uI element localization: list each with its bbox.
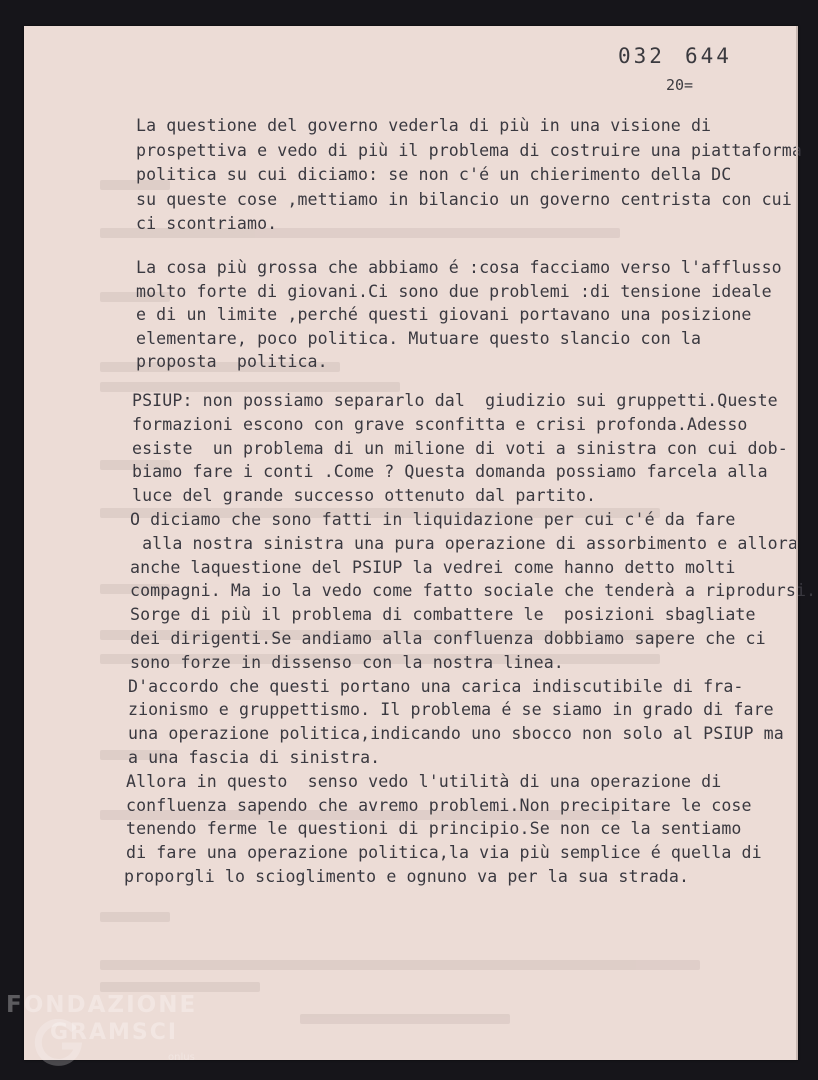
text-line: sono forze in dissenso con la nostra linea.: [130, 652, 564, 672]
text-line: O diciamo che sono fatti in liquidazione per cui c'é da fare: [130, 510, 736, 529]
text-line: su queste cose ,mettiamo in bilancio un governo centrista con cui: [136, 189, 792, 209]
text-line: elementare, poco politica. Mutuare questo slancio con la: [136, 328, 702, 348]
text-line: esiste un problema di un milione di voti a sinistra con cui dob-: [132, 438, 788, 458]
text-line: zionismo e gruppettismo. Il problema é se siamo in grado di fare: [128, 700, 774, 720]
text-line: una operazione politica,indicando uno sbocco non solo al PSIUP ma: [128, 724, 784, 744]
text-line: D'accordo che questi portano una carica indiscutibile di fra-: [128, 676, 744, 696]
text-line: La questione del governo vederla di più in una visione di: [136, 116, 712, 135]
text-line: tenendo ferme le questioni di principio.Se non ce la sentiamo: [126, 819, 742, 839]
text-line: formazioni escono con grave sconfitta e crisi profonda.Adesso: [132, 414, 748, 434]
text-line: anche laquestione del PSIUP la vedrei come hanno detto molti: [130, 557, 736, 577]
fondazione-gramsci-watermark: [4, 992, 204, 1072]
text-line: a una fascia di sinistra.: [128, 748, 381, 767]
watermark-line-2: GRAMSCI: [50, 1020, 179, 1045]
text-line: dei dirigenti.Se andiamo alla confluenza dobbiamo sapere che ci: [130, 629, 766, 648]
page-number: 20=: [666, 76, 694, 94]
text-line: confluenza sapendo che avremo problemi.Non precipitare le cose: [126, 795, 752, 815]
archive-number-part: 644: [684, 44, 732, 68]
text-line: ci scontriamo.: [136, 214, 278, 234]
text-line: proposta politica.: [136, 352, 328, 372]
archive-number-part: 032: [618, 44, 665, 68]
watermark-line-3: onlus: [168, 1052, 195, 1063]
text-line: molto forte di giovani.Ci sono due problemi :di tensione ideale: [136, 281, 772, 301]
text-line: e di un limite ,perché questi giovani portavano una posizione: [136, 305, 752, 325]
text-line: compagni. Ma io la vedo come fatto sociale che tenderà a riprodursi.: [130, 581, 817, 601]
text-line: prospettiva e vedo di più il problema di costruire una piattaforma: [136, 140, 802, 160]
text-line: alla nostra sinistra una pura operazione di assorbimento e allora: [132, 533, 798, 553]
text-line: Sorge di più il problema di combattere le posizioni sbagliate: [130, 605, 756, 625]
text-line: La cosa più grossa che abbiamo é :cosa facciamo verso l'afflusso: [136, 258, 782, 277]
text-line: proporgli lo scioglimento e ognuno va per la sua strada.: [124, 867, 690, 886]
text-line: politica su cui diciamo: se non c'é un chierimento della DC: [136, 165, 732, 185]
text-line: di fare una operazione politica,la via più semplice é quella di: [126, 843, 762, 863]
watermark-line-1: FONDAZIONE: [6, 992, 198, 1018]
text-line: Allora in questo senso vedo l'utilità di una operazione di: [126, 771, 722, 791]
archive-number: [618, 44, 752, 68]
text-line: luce del grande successo ottenuto dal partito.: [132, 486, 597, 506]
text-line: biamo fare i conti .Come ? Questa domanda possiamo farcela alla: [132, 462, 768, 482]
text-line: PSIUP: non possiamo separarlo dal giudizio sui gruppetti.Queste: [132, 391, 778, 410]
